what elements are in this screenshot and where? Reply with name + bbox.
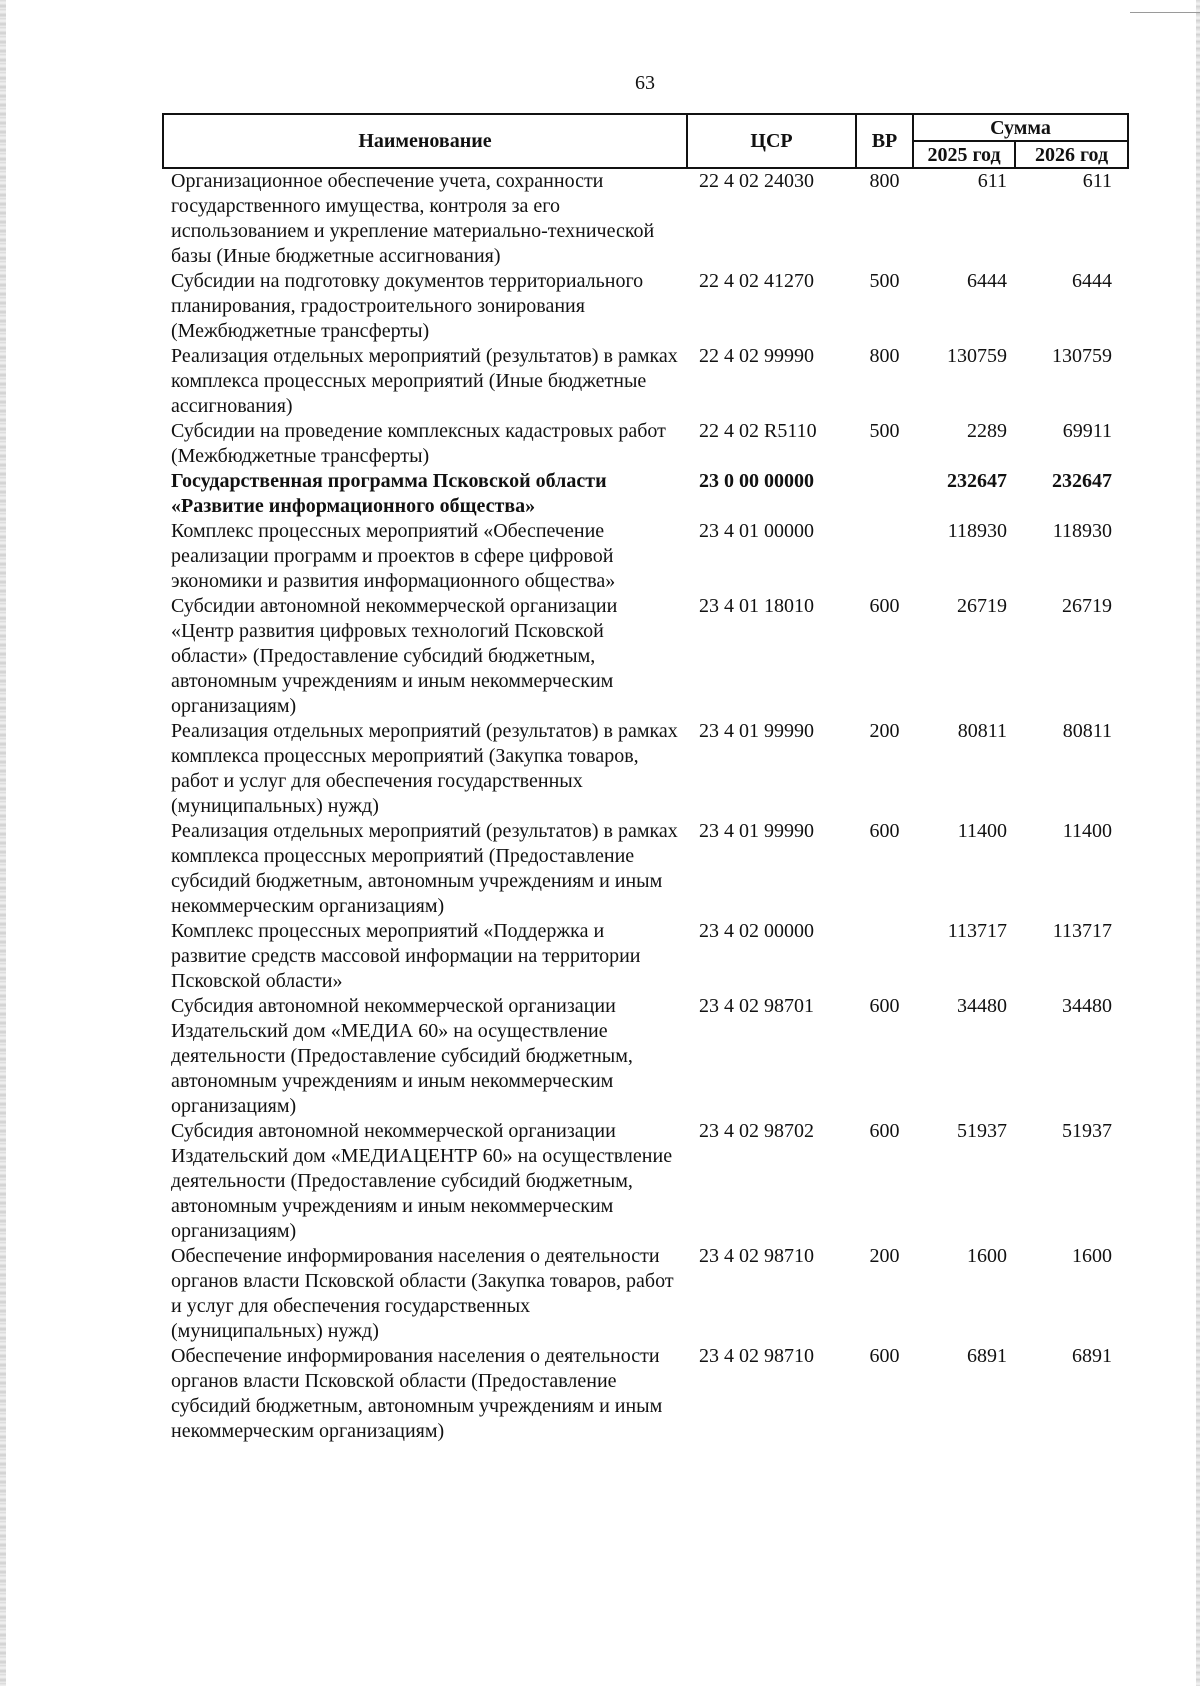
table-row	[163, 519, 1128, 594]
cell-csr: 22 4 02 99990	[699, 345, 814, 367]
cell-name: Обеспечение информирования населения о деятельности органов власти Псковской области (Предоставление субсидий бюджетным, автономным учреждениям и иным некоммерческим организациям)	[171, 1345, 663, 1442]
cell-2025: 2289	[967, 420, 1007, 442]
cell-vr: 800	[869, 345, 900, 367]
table-row	[163, 994, 1128, 1119]
table-header	[163, 114, 1128, 168]
cell-2026: 11400	[1062, 820, 1113, 842]
cell-vr: 600	[869, 1345, 900, 1367]
cell-2026: 6891	[1072, 1345, 1113, 1367]
cell-name: Субсидии на проведение комплексных кадастровых работ (Межбюджетные трансферты)	[171, 420, 666, 467]
cell-csr: 23 4 01 99990	[699, 720, 814, 742]
cell-csr: 23 4 02 98702	[699, 1120, 814, 1142]
budget-table-container	[162, 113, 1127, 1444]
table-row	[163, 469, 1128, 519]
cell-vr: 200	[869, 720, 900, 742]
cell-name: Субсидия автономной некоммерческой организации Издательский дом «МЕДИАЦЕНТР 60» на осуществление деятельности (Предоставление субсидий бюджетным, автономным учреждениям и иным некоммерческим организациям)	[171, 1120, 673, 1242]
cell-csr: 23 0 00 00000	[699, 470, 814, 492]
cell-name: Комплекс процессных мероприятий «Поддержка и развитие средств массовой информации на территории Псковской области»	[171, 920, 641, 992]
cell-vr	[856, 919, 913, 994]
cell-vr: 600	[869, 995, 900, 1017]
cell-csr: 22 4 02 R5110	[699, 420, 817, 442]
cell-vr	[856, 469, 913, 519]
cell-2025: 26719	[957, 595, 1007, 617]
cell-2025: 11400	[957, 820, 1007, 842]
cell-2026: 26719	[1062, 595, 1113, 617]
scan-edge-left	[0, 0, 6, 1686]
cell-2025: 80811	[957, 720, 1007, 742]
cell-vr: 500	[869, 270, 900, 292]
table-row	[163, 419, 1128, 469]
cell-vr	[856, 519, 913, 594]
cell-name: Субсидии на подготовку документов территориального планирования, градостроительного зонирования (Межбюджетные трансферты)	[171, 270, 644, 342]
cell-vr: 600	[869, 1120, 900, 1142]
cell-name: Субсидия автономной некоммерческой организации Издательский дом «МЕДИА 60» на осуществление деятельности (Предоставление субсидий бюджетным, автономным учреждениям и иным некоммерческим организациям)	[171, 995, 633, 1117]
cell-vr: 200	[869, 1245, 900, 1267]
cell-csr: 23 4 02 98701	[699, 995, 814, 1017]
cell-2025: 6444	[967, 270, 1007, 292]
header-year-2026: 2026 год	[1015, 141, 1128, 168]
table-row	[163, 819, 1128, 919]
cell-2026: 118930	[1052, 520, 1113, 542]
cell-name: Государственная программа Псковской области «Развитие информационного общества»	[171, 470, 607, 517]
cell-csr: 23 4 02 98710	[699, 1345, 814, 1367]
table-row	[163, 1244, 1128, 1344]
cell-2026: 1600	[1072, 1245, 1113, 1267]
cell-name: Обеспечение информирования населения о деятельности органов власти Псковской области (Закупка товаров, работ и услуг для обеспечения государственных (муниципальных) нужд)	[171, 1245, 674, 1342]
cell-2025: 51937	[957, 1120, 1007, 1142]
table-row	[163, 168, 1128, 269]
table-row	[163, 594, 1128, 719]
cell-csr: 23 4 02 00000	[699, 920, 814, 942]
cell-csr: 23 4 01 99990	[699, 820, 814, 842]
cell-vr: 500	[869, 420, 900, 442]
cell-2025: 34480	[957, 995, 1007, 1017]
cell-2026: 34480	[1062, 995, 1113, 1017]
table-row	[163, 719, 1128, 819]
cell-2026: 130759	[1052, 345, 1113, 367]
cell-csr: 22 4 02 24030	[699, 170, 814, 192]
cell-name: Реализация отдельных мероприятий (результатов) в рамках комплекса процессных мероприятий (Иные бюджетные ассигнования)	[171, 345, 678, 417]
cell-2025: 130759	[947, 345, 1007, 367]
cell-csr: 23 4 02 98710	[699, 1245, 814, 1267]
page-number: 63	[635, 72, 655, 94]
table-row	[163, 269, 1128, 344]
cell-2026: 232647	[1052, 470, 1113, 492]
cell-2026: 51937	[1062, 1120, 1113, 1142]
cell-csr: 22 4 02 41270	[699, 270, 814, 292]
cell-csr: 23 4 01 00000	[699, 520, 814, 542]
cell-2026: 611	[1082, 170, 1113, 192]
cell-2025: 611	[977, 170, 1007, 192]
header-year-2025: 2025 год	[913, 141, 1015, 168]
header-vr: ВР	[856, 114, 913, 168]
table-row	[163, 919, 1128, 994]
cell-name: Организационное обеспечение учета, сохранности государственного имущества, контроля за его использованием и укрепление материально-технической базы (Иные бюджетные ассигнования)	[171, 170, 655, 267]
cell-2025: 118930	[947, 520, 1007, 542]
cell-csr: 23 4 01 18010	[699, 595, 814, 617]
cell-2025: 232647	[947, 470, 1007, 492]
header-sum: Сумма	[913, 114, 1128, 141]
cell-name: Реализация отдельных мероприятий (результатов) в рамках комплекса процессных мероприятий (Предоставление субсидий бюджетным, автономным учреждениям и иным некоммерческим организациям)	[171, 820, 678, 917]
scan-corner-mark	[1130, 12, 1200, 13]
table-row	[163, 1119, 1128, 1244]
table-body	[163, 168, 1128, 1444]
cell-2026: 80811	[1062, 720, 1113, 742]
cell-name: Субсидии автономной некоммерческой организации «Центр развития цифровых технологий Псковской области» (Предоставление субсидий бюджетным, автономным учреждениям и иным некоммерческим организациям)	[171, 595, 618, 717]
cell-vr: 800	[869, 170, 900, 192]
table-row	[163, 1344, 1128, 1444]
budget-table	[162, 113, 1129, 1444]
cell-name: Комплекс процессных мероприятий «Обеспечение реализации программ и проектов в сфере цифровой экономики и развития информационного общества»	[171, 520, 616, 592]
cell-name: Реализация отдельных мероприятий (результатов) в рамках комплекса процессных мероприятий (Закупка товаров, работ и услуг для обеспечения государственных (муниципальных) нужд)	[171, 720, 678, 817]
header-name: Наименование	[163, 114, 687, 168]
cell-2025: 113717	[947, 920, 1007, 942]
scan-edge-right	[1196, 0, 1200, 1686]
cell-vr: 600	[869, 595, 900, 617]
cell-2026: 69911	[1062, 420, 1113, 442]
header-csr: ЦСР	[687, 114, 856, 168]
cell-2026: 6444	[1072, 270, 1113, 292]
cell-2026: 113717	[1052, 920, 1113, 942]
table-row	[163, 344, 1128, 419]
cell-2025: 6891	[967, 1345, 1007, 1367]
cell-vr: 600	[869, 820, 900, 842]
cell-2025: 1600	[967, 1245, 1007, 1267]
